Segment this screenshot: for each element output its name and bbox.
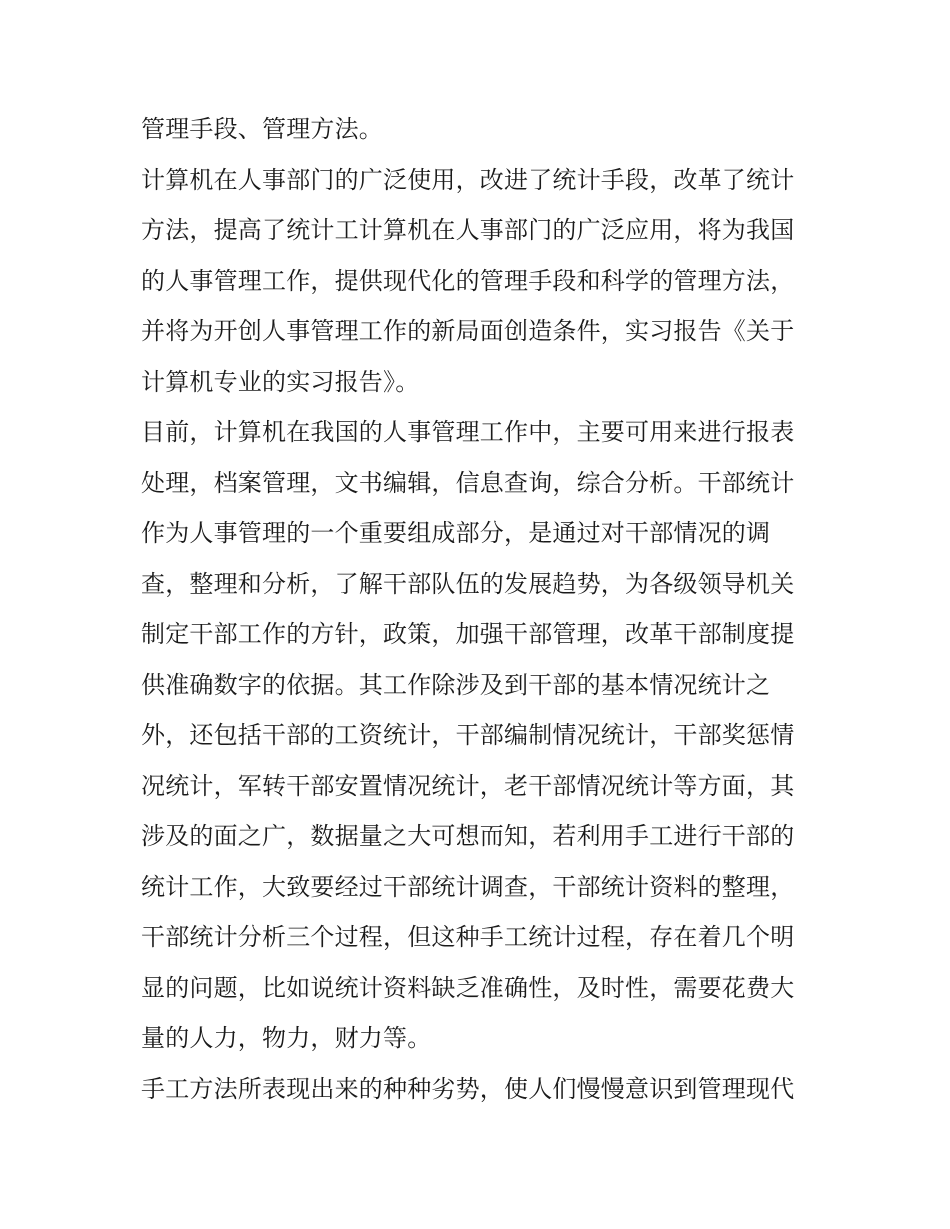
text-line: 计算机专业的实习报告》。 (141, 367, 420, 396)
text-line: 作为人事管理的一个重要组成部分，是通过对干部情况的调 (141, 519, 771, 547)
text-line: 制定干部工作的方针，政策，加强干部管理，改革干部制度提 (141, 620, 795, 648)
text-line: 量的人力，物力，财力等。 (141, 1024, 432, 1052)
text-line: 处理，档案管理，文书编辑，信息查询，综合分析。干部统计 (141, 468, 795, 497)
text-line: 干部统计分析三个过程，但这种手工统计过程，存在着几个明 (141, 923, 795, 951)
text-line: 显的问题，比如说统计资料缺乏准确性，及时性，需要花费大 (141, 973, 795, 1002)
body-text (141, 104, 821, 1114)
text-line: 涉及的面之广，数据量之大可想而知，若利用手工进行干部的 (141, 822, 795, 850)
text-line: 目前，计算机在我国的人事管理工作中，主要可用来进行报表 (141, 418, 795, 446)
text-line: 并将为开创人事管理工作的新局面创造条件，实习报告《关于 (141, 317, 795, 345)
text-line: 计算机在人事部门的广泛使用，改进了统计手段，改革了统计 (141, 165, 795, 194)
text-line: 手工方法所表现出来的种种劣势，使人们慢慢意识到管理现代 (141, 1074, 795, 1103)
text-line: 方法，提高了统计工计算机在人事部门的广泛应用，将为我国 (141, 216, 795, 244)
text-line: 外，还包括干部的工资统计，干部编制情况统计，干部奖惩情 (141, 721, 795, 749)
text-line: 况统计，军转干部安置情况统计，老干部情况统计等方面，其 (141, 771, 795, 800)
text-line: 统计工作，大致要经过干部统计调查，干部统计资料的整理， (141, 872, 795, 901)
text-line: 查，整理和分析，了解干部队伍的发展趋势，为各级领导机关 (141, 569, 795, 598)
text-line: 管理手段、管理方法。 (141, 115, 383, 143)
text-line: 供准确数字的依据。其工作除涉及到干部的基本情况统计之 (141, 670, 771, 699)
text-line: 的人事管理工作，提供现代化的管理手段和科学的管理方法， (141, 266, 795, 295)
